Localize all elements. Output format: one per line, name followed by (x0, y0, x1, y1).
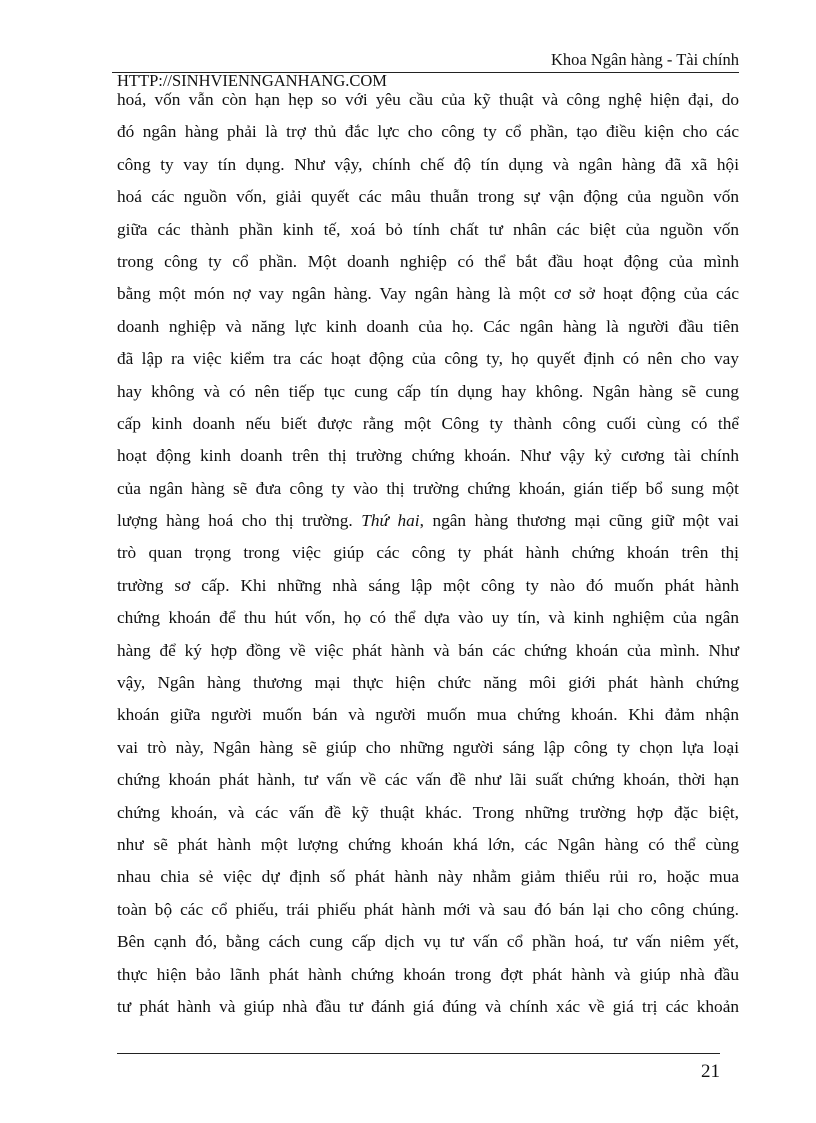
body-line: tư phát hành và giúp nhà đầu tư đánh giá đúng và chính xác về giá trị các khoản (117, 996, 739, 1016)
body-line: như sẽ phát hành một lượng chứng khoán khá lớn, các Ngân hàng có thể cùng (117, 834, 739, 854)
body-line: đã lập ra việc kiểm tra các hoạt động của công ty, họ quyết định có nên cho vay (117, 349, 739, 369)
body-line: thực hiện bảo lãnh phát hành chứng khoán trong đợt phát hành và giúp nhà đầu (117, 964, 739, 984)
body-line: cấp kinh doanh nếu biết được rằng một Công ty thành công cuối cùng có thể (117, 413, 739, 433)
body-line: công ty vay tín dụng. Như vậy, chính chế độ tín dụng và ngân hàng đã xã hội (117, 154, 739, 174)
body-line: trong công ty cổ phần. Một doanh nghiệp có thể bắt đầu hoạt động của mình (117, 251, 739, 271)
body-line: khoán giữa người muốn bán và người muốn mua chứng khoán. Khi đảm nhận (117, 705, 739, 725)
body-line: giữa các thành phần kinh tế, xoá bỏ tính chất tư nhân các biệt của nguồn vốn (117, 219, 739, 239)
body-line: chứng khoán để thu hút vốn, họ có thể dựa vào uy tín, và kinh nghiệm của ngân (117, 608, 739, 628)
body-line: hoạt động kinh doanh trên thị trường chứng khoán. Như vậy kỷ cương tài chính (117, 446, 739, 466)
body-line: chứng khoán phát hành, tư vấn về các vấn đề như lãi suất chứng khoán, thời hạn (117, 770, 739, 790)
body-line: hàng để ký hợp đồng về việc phát hành và bán các chứng khoán của mình. Như (117, 640, 739, 660)
body-line-text: , ngân hàng thương mại cũng giữ một vai (419, 511, 739, 531)
body-line-text: lượng hàng hoá cho thị trường. (117, 511, 353, 531)
body-line: vậy, Ngân hàng thương mại thực hiện chức năng môi giới phát hành chứng (117, 673, 739, 693)
body-line-mixed (117, 505, 739, 537)
body-line: nhau chia sẻ việc dự định số phát hành này nhằm giảm thiểu rủi ro, hoặc mua (117, 867, 739, 887)
body-line: trường sơ cấp. Khi những nhà sáng lập một công ty nào đó muốn phát hành (117, 575, 739, 595)
emphasis-term: Thứ hai (361, 511, 420, 531)
footer-divider (117, 1053, 720, 1054)
body-line: Bên cạnh đó, bằng cách cung cấp dịch vụ tư vấn cổ phần hoá, tư vấn niêm yết, (117, 932, 739, 952)
body-text (117, 84, 739, 1023)
body-line: bằng một món nợ vay ngân hàng. Vay ngân hàng là một cơ sở hoạt động của các (117, 284, 739, 304)
body-line: hoá các nguồn vốn, giải quyết các mâu thuẫn trong sự vận động của nguồn vốn (117, 187, 739, 207)
body-line: hay không và có nên tiếp tục cung cấp tín dụng hay không. Ngân hàng sẽ cung (117, 381, 739, 401)
body-line: trò quan trọng trong việc giúp các công ty phát hành chứng khoán trên thị (117, 543, 739, 563)
body-line: vai trò này, Ngân hàng sẽ giúp cho những người sáng lập công ty chọn lựa loại (117, 737, 739, 757)
source-url: HTTP://SINHVIENNGANHANG.COM (117, 71, 387, 90)
department-header: Khoa Ngân hàng - Tài chính (550, 50, 739, 69)
body-line: toàn bộ các cổ phiếu, trái phiếu phát hành mới và sau đó bán lại cho công chúng. (117, 899, 739, 919)
body-line: doanh nghiệp và năng lực kinh doanh của họ. Các ngân hàng là người đầu tiên (117, 316, 739, 336)
page-number: 21 (701, 1061, 720, 1082)
body-line: đó ngân hàng phải là trợ thủ đắc lực cho công ty cổ phần, tạo điều kiện cho các (117, 122, 739, 142)
body-line: chứng khoán, và các vấn đề kỹ thuật khác. Trong những trường hợp đặc biệt, (117, 802, 739, 822)
body-line: hoá, vốn vẫn còn hạn hẹp so với yêu cầu của kỹ thuật và công nghệ hiện đại, do (117, 90, 739, 109)
body-line: của ngân hàng sẽ đưa công ty vào thị trường chứng khoán, gián tiếp bổ sung một (117, 478, 739, 498)
